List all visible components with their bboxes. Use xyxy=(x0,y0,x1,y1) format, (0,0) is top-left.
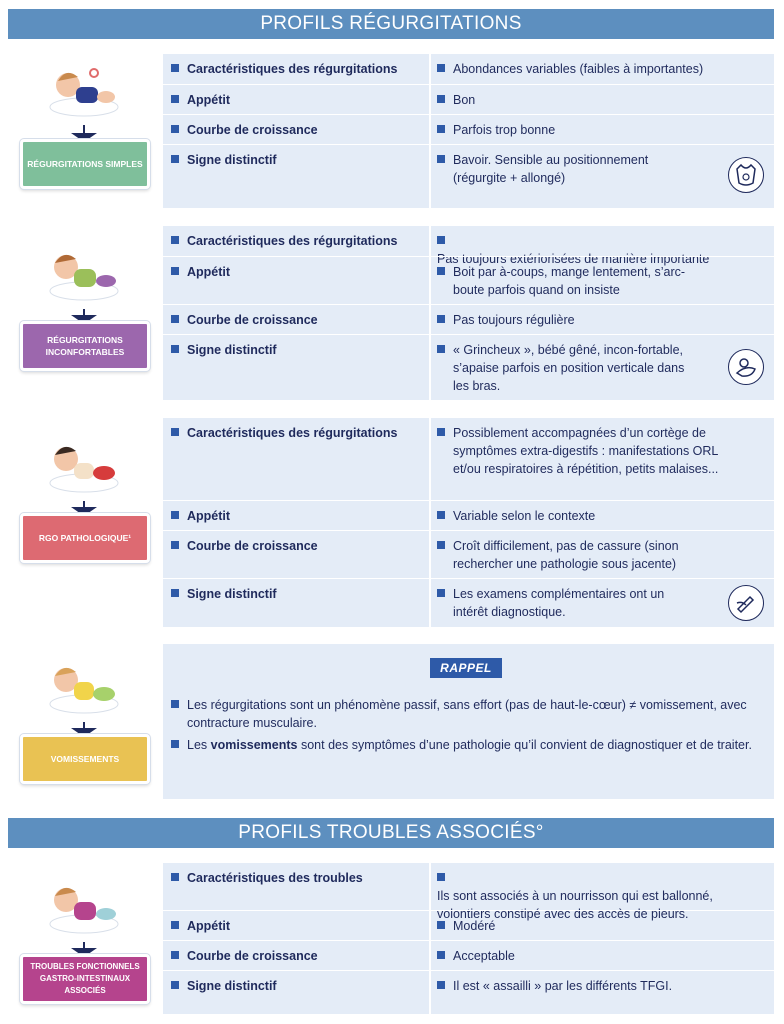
profile-label: RÉGURGITATIONS SIMPLES xyxy=(20,139,150,189)
bullet-square-icon xyxy=(171,95,179,103)
table-row: Appétit Bon xyxy=(163,84,774,114)
bullet-square-icon xyxy=(437,981,445,989)
profile-label: VOMISSEMENTS xyxy=(20,734,150,784)
bib-icon xyxy=(728,157,764,193)
bullet-square-icon xyxy=(171,511,179,519)
profile-table xyxy=(163,225,774,400)
bullet-square-icon xyxy=(437,125,445,133)
baby-illustration-tfgi xyxy=(46,878,122,938)
rappel-item: Les régurgitations sont un phénomène passif, sans effort (pas de haut-le-cœur) ≠ vomissement, avec contracture musculaire. xyxy=(171,696,761,732)
profile-regurgitations-simples xyxy=(8,53,774,208)
profile-table xyxy=(163,417,774,627)
bullet-square-icon xyxy=(437,315,445,323)
table-row: Caractéristiques des troubles Ils sont associés à un nourrisson qui est ballonné, volontiers constipé avec des accès de pleurs. xyxy=(163,862,774,910)
section-title-troubles-associes: PROFILS TROUBLES ASSOCIÉS° xyxy=(8,818,774,848)
profile-label: RÉGURGITATIONS INCONFORTABLES xyxy=(20,321,150,371)
bullet-square-icon xyxy=(171,873,179,881)
table-row: Signe distinctif « Grincheux », bébé gêné, incon-fortable, s’apaise parfois en position verticale dans les bras. xyxy=(163,334,774,400)
cradled-baby-icon xyxy=(728,349,764,385)
bullet-square-icon xyxy=(171,951,179,959)
bullet-square-icon xyxy=(437,873,445,881)
table-row: Appétit Modéré xyxy=(163,910,774,940)
bullet-square-icon xyxy=(437,921,445,929)
bullet-square-icon xyxy=(171,921,179,929)
profile-table xyxy=(163,862,774,1014)
bullet-square-icon xyxy=(171,428,179,436)
bullet-square-icon xyxy=(437,511,445,519)
bullet-square-icon xyxy=(171,740,179,748)
table-row: Courbe de croissance Pas toujours régulière xyxy=(163,304,774,334)
table-row: Signe distinctif Les examens complémentaires ont un intérêt diagnostique. xyxy=(163,578,774,627)
bullet-square-icon xyxy=(171,155,179,163)
profile-vomissements xyxy=(8,644,774,799)
bullet-square-icon xyxy=(437,64,445,72)
table-row: Courbe de croissance Parfois trop bonne xyxy=(163,114,774,144)
bullet-square-icon xyxy=(437,951,445,959)
bullet-square-icon xyxy=(437,541,445,549)
table-row: Caractéristiques des régurgitations Pas toujours extériorisées de manière importante xyxy=(163,225,774,256)
bullet-square-icon xyxy=(171,236,179,244)
profile-tfgi xyxy=(8,862,774,1014)
hand-pen-icon xyxy=(728,585,764,621)
bullet-square-icon xyxy=(171,267,179,275)
table-row: Appétit Variable selon le contexte xyxy=(163,500,774,530)
baby-illustration-simple xyxy=(46,61,122,121)
baby-illustration-vomissements xyxy=(46,658,122,718)
table-row: Courbe de croissance Acceptable xyxy=(163,940,774,970)
bullet-square-icon xyxy=(437,589,445,597)
table-row: Courbe de croissance Croît difficilement, pas de cassure (sinon rechercher une pathologie sous jacente) xyxy=(163,530,774,578)
bullet-square-icon xyxy=(171,64,179,72)
profile-label: RGO PATHOLOGIQUE¹ xyxy=(20,513,150,563)
profile-regurgitations-inconfortables xyxy=(8,225,774,400)
table-row: Caractéristiques des régurgitations Possiblement accompagnées d’un cortège de symptômes extra-digestifs : manifestations ORL et/ou respiratoires à répétition, petits malaises... xyxy=(163,417,774,500)
bullet-square-icon xyxy=(171,541,179,549)
section-title-regurgitations: PROFILS RÉGURGITATIONS xyxy=(8,9,774,39)
profile-table xyxy=(163,53,774,208)
table-row: Signe distinctif Il est « assailli » par les différents TFGI. xyxy=(163,970,774,1014)
bullet-square-icon xyxy=(171,315,179,323)
profile-label: TROUBLES FONCTIONNELS GASTRO-INTESTINAUX ASSOCIÉS xyxy=(20,954,150,1004)
bullet-square-icon xyxy=(437,155,445,163)
bullet-square-icon xyxy=(171,981,179,989)
bullet-square-icon xyxy=(171,125,179,133)
table-row: Appétit Boit par à-coups, mange lentement, s’arc-boute parfois quand on insiste xyxy=(163,256,774,304)
bullet-square-icon xyxy=(171,589,179,597)
table-row: Signe distinctif Bavoir. Sensible au positionnement (régurgite + allongé) xyxy=(163,144,774,208)
baby-illustration-inconfortable xyxy=(46,245,122,305)
rappel-title: RAPPEL xyxy=(430,658,502,678)
baby-illustration-rgo xyxy=(46,437,122,497)
bullet-square-icon xyxy=(437,236,445,244)
bullet-square-icon xyxy=(437,95,445,103)
table-row: Caractéristiques des régurgitations Abondances variables (faibles à importantes) xyxy=(163,53,774,84)
bullet-square-icon xyxy=(171,345,179,353)
bullet-square-icon xyxy=(437,267,445,275)
bullet-square-icon xyxy=(171,700,179,708)
bullet-square-icon xyxy=(437,345,445,353)
profile-rgo-pathologique xyxy=(8,417,774,627)
rappel-box xyxy=(163,644,774,799)
rappel-item: Les vomissements sont des symptômes d’une pathologie qu’il convient de diagnostiquer et de traiter. xyxy=(171,736,761,754)
bullet-square-icon xyxy=(437,428,445,436)
